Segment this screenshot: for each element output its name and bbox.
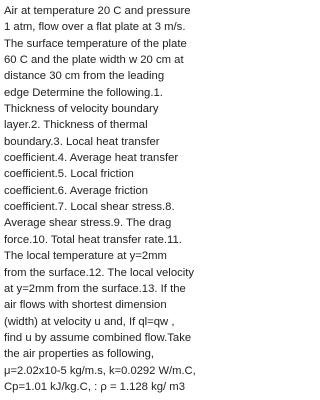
problem-line-5: distance 30 cm from the leading <box>4 70 165 83</box>
problem-line-19: air flows with shortest dimension <box>4 299 167 312</box>
problem-line-14: Average shear stress.9. The drag <box>4 217 172 230</box>
problem-line-22: the air properties as following, <box>4 348 155 361</box>
problem-line-1: Air at temperature 20 C and pressure <box>4 5 191 17</box>
problem-line-15: force.10. Total heat transfer rate.11. <box>4 233 182 246</box>
problem-line-18: at y=2mm from the surface.13. If the <box>4 282 186 295</box>
problem-line-6: edge Determine the following.1. <box>4 86 163 99</box>
problem-line-8: layer.2. Thickness of thermal <box>4 119 148 132</box>
problem-line-21: find u by assume combined flow.Take <box>4 331 192 344</box>
problem-line-23: μ=2.02x10-5 kg/m.s, k=0.0292 W/m.C, <box>4 364 196 377</box>
problem-line-16: The local temperature at y=2mm <box>4 250 167 263</box>
problem-line-12: coefficient.6. Average friction <box>4 184 149 197</box>
problem-line-20: (width) at velocity u and, If ql=qw , <box>4 315 175 328</box>
problem-line-7: Thickness of velocity boundary <box>4 103 159 116</box>
problem-line-2: 1 atm, flow over a flat plate at 3 m/s. <box>4 21 186 34</box>
problem-line-4: 60 C and the plate width w 20 cm at <box>4 54 184 67</box>
problem-line-11: coefficient.5. Local friction <box>4 168 134 181</box>
problem-line-9: boundary.3. Local heat transfer <box>4 135 160 148</box>
problem-line-13: coefficient.7. Local shear stress.8. <box>4 201 175 214</box>
problem-line-17: from the surface.12. The local velocity <box>4 266 195 279</box>
problem-line-3: The surface temperature of the plate <box>4 37 187 50</box>
problem-line-24: Cp=1.01 kJ/kg.C, : ρ = 1.128 kg/ m3 <box>4 380 185 393</box>
problem-line-10: coefficient.4. Average heat transfer <box>4 152 179 165</box>
